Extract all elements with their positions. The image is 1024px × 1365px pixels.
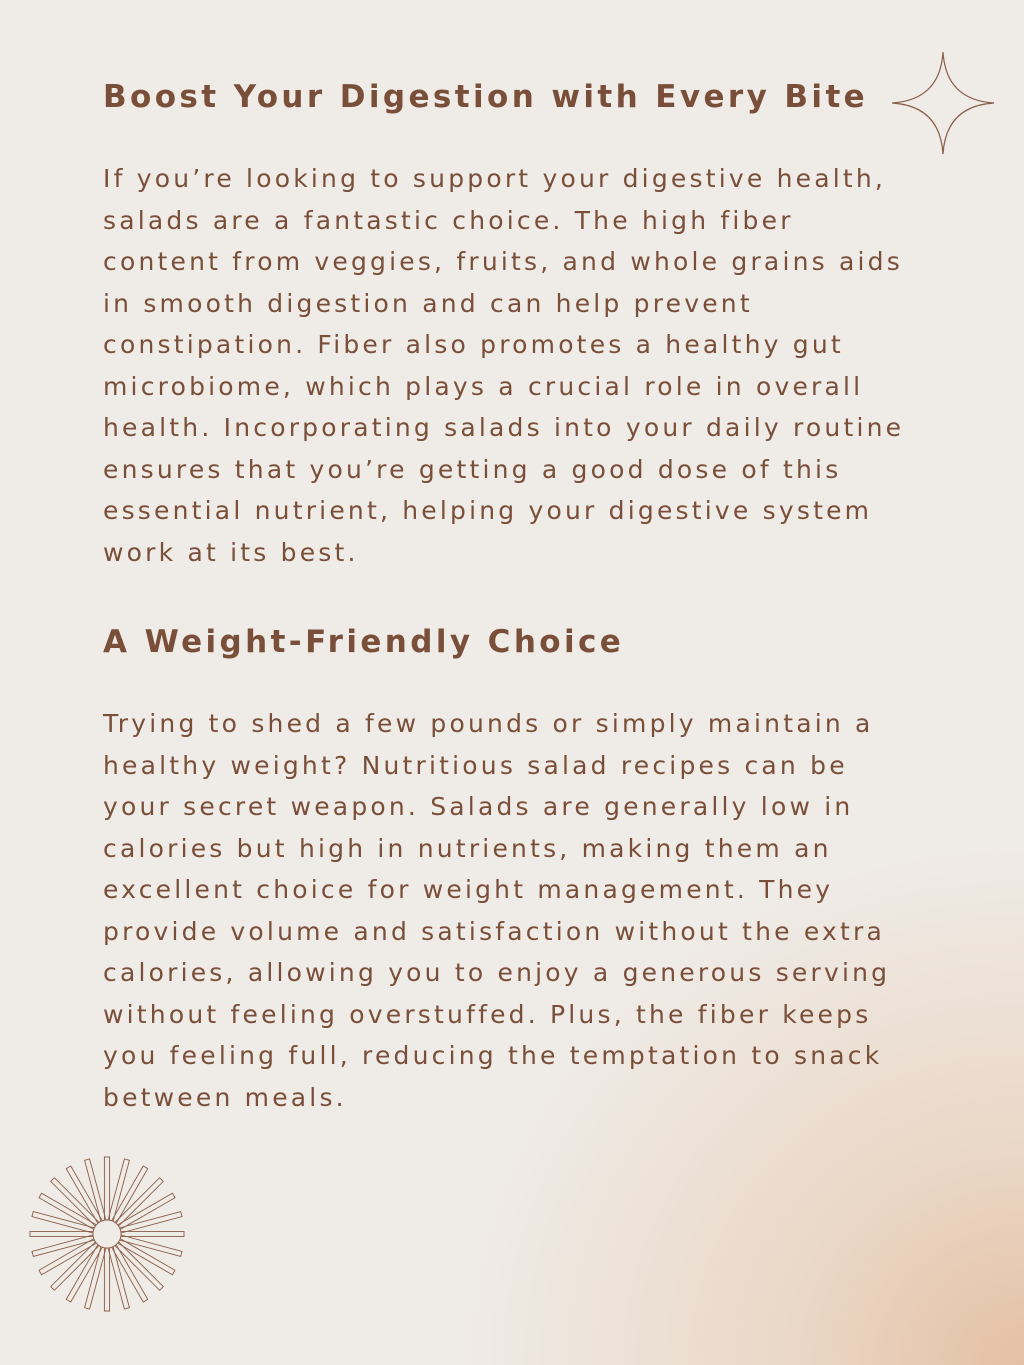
paragraph-line: calories but high in nutrients, making them an	[103, 833, 832, 863]
paragraph-line: excellent choice for weight management. They	[103, 875, 834, 904]
sunburst-ray	[108, 1247, 129, 1309]
section-weight	[103, 617, 933, 1118]
paragraph-weight	[103, 703, 933, 1118]
sunburst-icon	[28, 1155, 186, 1313]
paragraph-line: constipation. Fiber also promotes a healthy gut	[103, 330, 844, 359]
paragraph-line: ensures that you’re getting a good dose of this	[103, 454, 842, 484]
section-heading-weight: A Weight-Friendly Choice	[103, 624, 625, 660]
paragraph-line: health. Incorporating salads into your daily routine	[103, 413, 905, 442]
paragraph-digestion	[103, 158, 933, 573]
sunburst-ray	[85, 1159, 106, 1221]
paragraph-line: essential nutrient, helping your digestive system	[103, 496, 873, 525]
paragraph-line: healthy weight? Nutritious salad recipes can be	[103, 750, 848, 780]
paragraph-line: If you’re looking to support your digestive health,	[103, 164, 887, 193]
sunburst-ray	[32, 1212, 94, 1233]
sunburst-ray	[85, 1247, 106, 1309]
paragraph-line: provide volume and satisfaction without the extra	[103, 916, 886, 946]
paragraph-line: content from veggies, fruits, and whole grains aids	[103, 247, 903, 276]
section-digestion	[103, 72, 933, 573]
section-heading-digestion: Boost Your Digestion with Every Bite	[103, 79, 869, 115]
paragraph-line: you feeling full, reducing the temptation to snack	[103, 1041, 883, 1070]
paragraph-line: microbiome, which plays a crucial role in overall	[103, 371, 864, 401]
paragraph-line: work at its best.	[103, 537, 359, 567]
paragraph-line: between meals.	[103, 1082, 347, 1112]
paragraph-line: salads are a fantastic choice. The high fiber	[103, 205, 794, 235]
sunburst-ray	[30, 1231, 93, 1236]
paragraph-line: in smooth digestion and can help prevent	[103, 288, 753, 318]
paragraph-line: your secret weapon. Salads are generally low in	[103, 792, 854, 821]
sunburst-ray	[108, 1159, 129, 1221]
paragraph-line: Trying to shed a few pounds or simply maintain a	[103, 709, 874, 738]
sunburst-ray	[32, 1235, 94, 1256]
paragraph-line: calories, allowing you to enjoy a generous serving	[103, 958, 891, 987]
article-content	[103, 72, 933, 1118]
paragraph-line: without feeling overstuffed. Plus, the fiber keeps	[103, 999, 872, 1029]
sunburst-ray	[104, 1157, 109, 1220]
sunburst-ray	[120, 1212, 182, 1233]
sunburst-ray	[120, 1235, 182, 1256]
sunburst-ray	[121, 1231, 184, 1236]
sunburst-ray	[104, 1248, 109, 1311]
